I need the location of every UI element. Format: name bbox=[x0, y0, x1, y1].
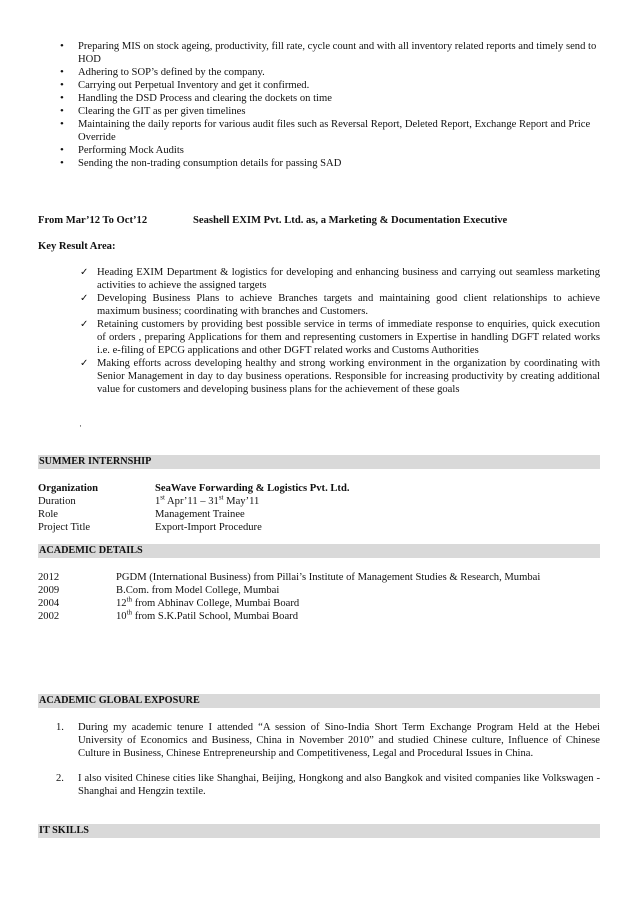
row-label: Duration bbox=[38, 496, 76, 507]
list-item bbox=[80, 318, 600, 357]
academic-detail: PGDM (International Business) from Pillai’s Institute of Management Studies & Research, Mumbai bbox=[116, 572, 541, 583]
table-row bbox=[38, 521, 600, 534]
list-item: • Preparing MIS on stock ageing, productivity, fill rate, cycle count and with all inventory related reports and timely send to HOD bbox=[60, 40, 605, 66]
list-item bbox=[56, 721, 600, 760]
item-number: 1. bbox=[56, 722, 64, 733]
kra-heading: Key Result Area: bbox=[38, 241, 116, 252]
list-item bbox=[80, 292, 600, 318]
academic-year: 2009 bbox=[38, 585, 60, 596]
checkmark-icon: ✓ bbox=[80, 319, 89, 330]
list-item bbox=[56, 772, 600, 798]
list-item bbox=[80, 357, 600, 396]
row-value: 1st Apr’11 – 31st May’11 bbox=[155, 493, 260, 507]
item-text: During my academic tenure I attended “A session of Sino-India Short Term Exchange Program Held at the Hebei University of Economics and Business, China in November 2010” and studied Chinese culture, Influence of Chinese Culture in Business, Chinese Entrepreneurship and Competitiveness, Legal and Procedural Issues in China. bbox=[78, 722, 600, 759]
trailing-mark: · bbox=[79, 421, 82, 431]
row-value: Export-Import Procedure bbox=[155, 522, 262, 533]
checkmark-icon: ✓ bbox=[80, 267, 89, 278]
kra-list bbox=[80, 266, 600, 396]
table-row bbox=[38, 482, 600, 495]
table-row bbox=[38, 584, 600, 597]
section-heading-internship: SUMMER INTERNSHIP bbox=[38, 455, 600, 469]
table-row bbox=[38, 571, 600, 584]
responsibilities-list bbox=[60, 40, 605, 170]
kra-text: Developing Business Plans to achieve Branches targets and maintaining good client relationships to achieve maximum business; coordinating with branches and Customers. bbox=[97, 293, 600, 317]
list-item: • Performing Mock Audits bbox=[60, 144, 605, 157]
table-row bbox=[38, 495, 600, 508]
list-item bbox=[80, 266, 600, 292]
row-label: Project Title bbox=[38, 522, 91, 533]
row-value: SeaWave Forwarding & Logistics Pvt. Ltd. bbox=[155, 483, 350, 494]
list-item: • Adhering to SOP’s defined by the company. bbox=[60, 66, 605, 79]
item-text: I also visited Chinese cities like Shanghai, Beijing, Hongkong and also Bangkok and visited companies like Volkswagen -Shanghai and Hengzin textile. bbox=[78, 773, 600, 797]
table-row bbox=[38, 597, 600, 610]
row-label: Role bbox=[38, 509, 59, 520]
list-item: • Maintaining the daily reports for various audit files such as Reversal Report, Deleted Report, Exchange Report and Price Override bbox=[60, 118, 605, 144]
table-row bbox=[38, 610, 600, 623]
list-item: • Handling the DSD Process and clearing the dockets on time bbox=[60, 92, 605, 105]
section-heading-it-skills: IT SKILLS bbox=[38, 824, 600, 838]
kra-text: Retaining customers by providing best possible service in terms of immediate response to enquiries, quick execution of orders , preparing Applications for them and representing customers in Expertise in handling DGFT related works i.e. e-filing of EPCG applications and other DGFT related works and Customs Authorities bbox=[97, 319, 600, 356]
list-item: • Carrying out Perpetual Inventory and get it confirmed. bbox=[60, 79, 605, 92]
section-heading-global-exposure: ACADEMIC GLOBAL EXPOSURE bbox=[38, 694, 600, 708]
checkmark-icon: ✓ bbox=[80, 293, 89, 304]
kra-text: Heading EXIM Department & logistics for developing and enhancing business and carrying out seamless marketing activities to achieve the assigned targets bbox=[97, 267, 600, 291]
checkmark-icon: ✓ bbox=[80, 358, 89, 369]
academic-year: 2004 bbox=[38, 598, 60, 609]
list-item: • Clearing the GIT as per given timelines bbox=[60, 105, 605, 118]
list-item: • Sending the non-trading consumption details for passing SAD bbox=[60, 157, 605, 170]
section-heading-academic: ACADEMIC DETAILS bbox=[38, 544, 600, 558]
item-number: 2. bbox=[56, 773, 64, 784]
kra-text: Making efforts across developing healthy and strong working environment in the organization by coordinating with Senior Management in day to day business operations. Responsible for increasing productivity by creating additional value for customers and developing business plans for the achievement of these goals bbox=[97, 358, 600, 395]
job-period: From Mar’12 To Oct’12 bbox=[38, 215, 148, 226]
academic-detail: 12th from Abhinav College, Mumbai Board bbox=[116, 595, 300, 609]
academic-detail: B.Com. from Model College, Mumbai bbox=[116, 585, 280, 596]
academic-year: 2002 bbox=[38, 611, 60, 622]
table-row bbox=[38, 508, 600, 521]
global-exposure-list bbox=[56, 721, 600, 760]
job-title: Seashell EXIM Pvt. Ltd. as, a Marketing & Documentation Executive bbox=[193, 215, 508, 226]
academic-detail: 10th from S.K.Patil School, Mumbai Board bbox=[116, 608, 299, 622]
row-label: Organization bbox=[38, 483, 99, 494]
global-exposure-list bbox=[56, 772, 600, 798]
row-value: Management Trainee bbox=[155, 509, 245, 520]
academic-year: 2012 bbox=[38, 572, 60, 583]
